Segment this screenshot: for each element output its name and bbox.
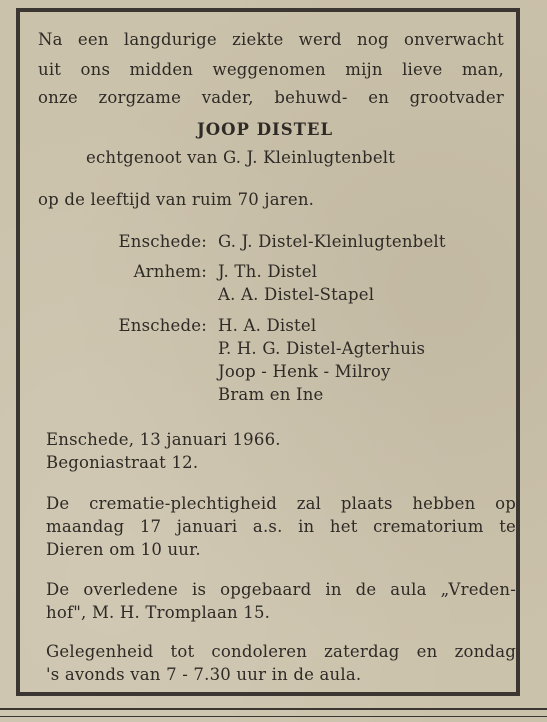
cremation-line-1: De crematie-plechtigheid zal plaats hebben op [46,494,516,513]
family-name: P. H. G. Distel-Agterhuis [218,339,426,358]
age-line: op de leeftijd van ruim 70 jaren. [38,190,315,209]
laid-out-line-2: hof", M. H. Tromplaan 15. [46,603,271,622]
intro-line-1: Na een langdurige ziekte werd nog onverwacht [38,30,504,49]
family-name: J. Th. Distel [218,262,318,281]
cremation-line-3: Dieren om 10 uur. [46,540,201,559]
condolence-line-1: Gelegenheid tot condoleren zaterdag en zondag [46,642,516,661]
family-place-arnhem: Arnhem: [133,262,207,281]
deceased-name: JOOP DISTEL [197,120,334,139]
bottom-rule [0,708,547,710]
intro-line-2: uit ons midden weggenomen mijn lieve man, [38,60,504,79]
family-place-enschede-1: Enschede: [118,232,207,251]
family-name: G. J. Distel-Kleinlugtenbelt [218,232,446,251]
family-name: Bram en Ine [218,385,324,404]
bottom-rule-thin [0,716,547,717]
laid-out-line-1: De overledene is opgebaard in de aula „Vreden- [46,580,516,599]
address-line: Begoniastraat 12. [46,453,199,472]
family-place-enschede-2: Enschede: [118,316,207,335]
date-line: Enschede, 13 januari 1966. [46,430,281,449]
family-name: A. A. Distel-Stapel [218,285,375,304]
family-name: Joop - Henk - Milroy [218,362,391,381]
condolence-line-2: 's avonds van 7 - 7.30 uur in de aula. [46,665,362,684]
family-name: H. A. Distel [218,316,317,335]
spouse-line: echtgenoot van G. J. Kleinlugtenbelt [86,148,396,167]
intro-line-3: onze zorgzame vader, behuwd- en grootvader [38,88,504,107]
cremation-line-2: maandag 17 januari a.s. in het crematorium te [46,517,516,536]
